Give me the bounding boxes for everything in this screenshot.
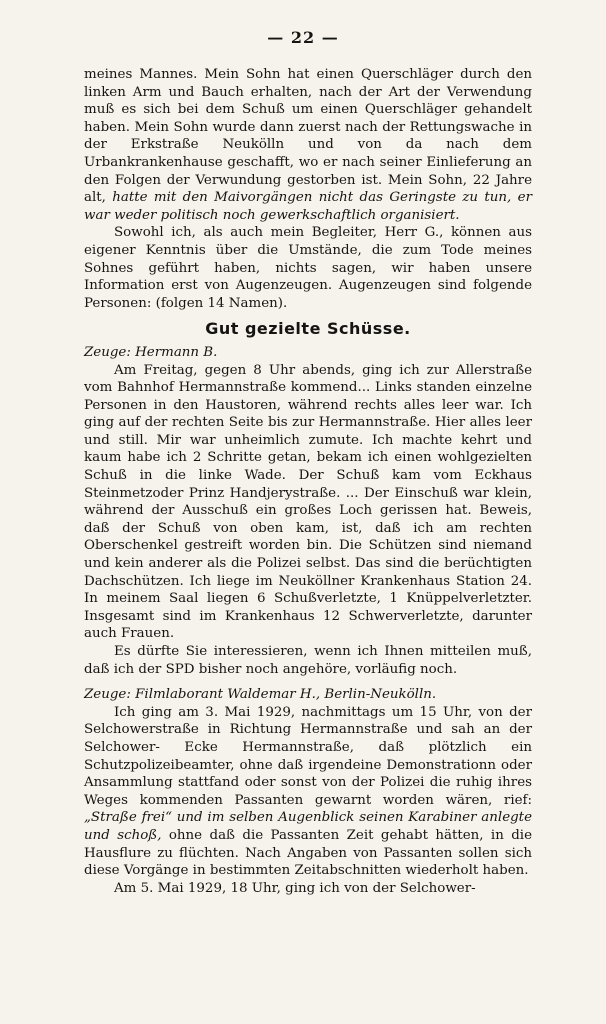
body-text — [84, 66, 532, 897]
page-number: — 22 — — [267, 28, 339, 47]
paragraph-1-emphasis: hatte mit den Maivorgängen nicht das Geringste zu tun, er war weder politisch noch gewerkschaftlich organisiert. — [84, 190, 532, 223]
paragraph-5 — [84, 704, 532, 880]
paragraph-3: Am Freitag, gegen 8 Uhr abends, ging ich zur Allerstraße vom Bahnhof Hermannstraße kommend... Links standen einzelne Personen in den Haustoren, während rechts alles leer war. Ich ging auf der rechten Seite bis zur Hermannstraße. Hier alles leer und still. Mir war unheimlich zumute. Ich machte kehrt und kaum habe ich 2 Schritte getan, bekam ich einen wohlgezielten Schuß in die linke Wade. Der Schuß kam vom Eckhaus Steinmetzoder Prinz Handjerystraße. ... Der Einschuß war klein, während der Ausschuß ein großes Loch gerissen hat. Beweis, daß der Schuß von oben kam, ist, daß ich am rechten Oberschenkel gestreift worden bin. Die Schützen sind niemand und kein anderer als die Polizei selbst. Das sind die berüchtigten Dachschützen. Ich liege im Neuköllner Krankenhaus Station 24. In meinem Saal liegen 6 Schußverletzte, 1 Knüppelverletzter. Insgesamt sind im Krankenhaus 12 Schwerverletzte, darunter auch Frauen. — [84, 362, 532, 642]
paragraph-5-text-end: ohne daß die Passanten Zeit gehabt hätten, in die Hausflure zu flüchten. Nach Angaben von Passanten sollen sich diese Vorgänge in bestimmten Zeitabschnitten wiederholt haben. — [84, 827, 532, 879]
paragraph-4: Es dürfte Sie interessieren, wenn ich Ihnen mitteilen muß, daß ich der SPD bisher noch angehöre, vorläufig noch. — [84, 644, 532, 677]
paragraph-1 — [84, 66, 532, 224]
paragraph-6: Am 5. Mai 1929, 18 Uhr, ging ich von der Selchower- — [114, 880, 476, 896]
paragraph-5-text-start: Ich ging am 3. Mai 1929, nachmittags um 15 Uhr, von der Selchowerstraße in Richtung Hermannstraße und sah an der Selchower- Ecke Hermannstraße, daß plötzlich ein Schutzpolizeibeamter, ohne daß irgendeine Demonstrationn oder Ansammlung stattfand oder sonst von der Polizei die ruhig ihres Weges kommenden Passanten gewarnt worden wären, rief: — [84, 704, 532, 808]
witness-label-2: Zeuge: Filmlaborant Waldemar H., Berlin-Neukölln. — [84, 687, 437, 703]
paragraph-5-emphasis: „Straße frei“ und im selben Augenblick seinen Karabiner anlegte und schoß, — [84, 810, 532, 843]
section-heading: Gut gezielte Schüsse. — [205, 319, 411, 339]
witness-label-1: Zeuge: Hermann B. — [84, 344, 218, 360]
paragraph-1-text: meines Mannes. Mein Sohn hat einen Querschläger durch den linken Arm und Bauch erhalten, nach der Art der Verwendung muß es sich bei dem Schuß um einen Querschläger gehandelt haben. Mein Sohn wurde dann zuerst nach der Rettungswache in der Erkstraße Neukölln und von da nach dem Urbankrankenhause geschafft, wo er nach seiner Einlieferung an den Folgen der Verwundung gestorben ist. Mein Sohn, 22 Jahre alt, — [84, 67, 532, 206]
paragraph-2: Sowohl ich, als auch mein Begleiter, Herr G., können aus eigener Kenntnis über die Umstände, die zum Tode meines Sohnes geführt haben, nichts sagen, wir haben unsere Information erst von Augenzeugen. Augenzeugen sind folgende Personen: (folgen 14 Namen). — [84, 225, 532, 311]
